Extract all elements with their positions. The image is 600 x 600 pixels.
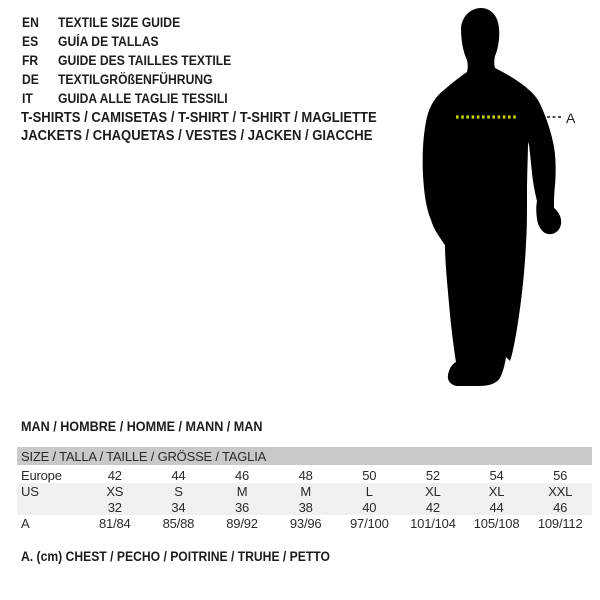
language-row <box>22 13 251 32</box>
measurement-footnote: A. (cm) CHEST / PECHO / POITRINE / TRUHE / PETTO <box>21 549 330 564</box>
size-cell: XXL <box>548 483 573 499</box>
size-table-body <box>17 466 592 531</box>
language-legend <box>22 13 251 108</box>
size-cell: 101/104 <box>410 515 456 531</box>
language-code: DE <box>22 72 39 87</box>
table-row-us-numeric <box>17 499 592 515</box>
language-label: TEXTILGRÖßENFÜHRUNG <box>58 72 213 87</box>
size-cell: XL <box>488 483 505 499</box>
language-row <box>22 32 251 51</box>
language-code: ES <box>22 34 39 49</box>
size-cell: L <box>365 483 373 499</box>
size-cell: 56 <box>553 467 568 483</box>
size-cell: 109/112 <box>537 515 583 531</box>
table-row-us <box>17 483 592 499</box>
man-silhouette <box>423 8 562 386</box>
language-label: GUIDE DES TAILLES TEXTILE <box>58 53 232 68</box>
row-label: A <box>21 515 30 531</box>
size-cell: M <box>300 483 311 499</box>
row-label: Europe <box>21 467 62 483</box>
size-table-header: SIZE / TALLA / TAILLE / GRÖSSE / TAGLIA <box>17 447 592 466</box>
size-cell: 81/84 <box>99 515 131 531</box>
size-cell: 44 <box>171 467 186 483</box>
table-row-europe <box>17 466 592 483</box>
language-row <box>22 51 251 70</box>
size-cell: M <box>236 483 248 499</box>
size-cell: 32 <box>107 499 122 515</box>
size-cell: 34 <box>171 499 186 515</box>
garment-line-tshirts: T-SHIRTS / CAMISETAS / T-SHIRT / T-SHIRT / MAGLIETTE <box>21 110 377 126</box>
size-cell: 89/92 <box>226 515 258 531</box>
row-label <box>17 499 83 515</box>
size-cell: XS <box>106 483 124 499</box>
section-title-man: MAN / HOMBRE / HOMME / MANN / MAN <box>21 418 263 434</box>
table-row-chest-cm <box>17 515 592 531</box>
size-table <box>17 447 592 531</box>
size-cell: 97/100 <box>350 515 389 531</box>
language-row <box>22 70 251 89</box>
language-row <box>22 89 251 108</box>
size-cell: 42 <box>107 467 122 483</box>
garment-line-jackets: JACKETS / CHAQUETAS / VESTES / JACKEN / GIACCHE <box>21 127 373 144</box>
size-cell: 36 <box>235 499 250 515</box>
size-cell: 50 <box>362 467 377 483</box>
language-code: IT <box>22 91 33 106</box>
language-label: GUIDA ALLE TAGLIE TESSILI <box>58 91 228 106</box>
size-cell: 42 <box>425 499 440 515</box>
size-cell: 46 <box>553 499 568 515</box>
row-label: US <box>21 483 39 499</box>
size-cell: S <box>174 483 183 499</box>
size-cell: 44 <box>489 499 504 515</box>
language-code: FR <box>22 53 39 68</box>
language-label: TEXTILE SIZE GUIDE <box>58 15 181 30</box>
language-label: GUÍA DE TALLAS <box>58 34 159 49</box>
size-cell: 105/108 <box>473 515 520 531</box>
size-table-header-row <box>17 447 592 466</box>
size-cell: 48 <box>298 467 313 483</box>
garment-type-titles <box>21 110 416 145</box>
size-cell: 38 <box>298 499 313 515</box>
size-cell: 46 <box>235 467 250 483</box>
size-cell: 85/88 <box>162 515 195 531</box>
size-cell: 40 <box>362 499 377 515</box>
man-silhouette-figure <box>415 5 600 390</box>
size-cell: XL <box>425 483 441 499</box>
measure-label-a: A <box>566 110 576 126</box>
size-cell: 54 <box>489 467 504 483</box>
language-code: EN <box>22 15 39 30</box>
size-cell: 52 <box>425 467 440 483</box>
size-cell: 93/96 <box>289 515 322 531</box>
